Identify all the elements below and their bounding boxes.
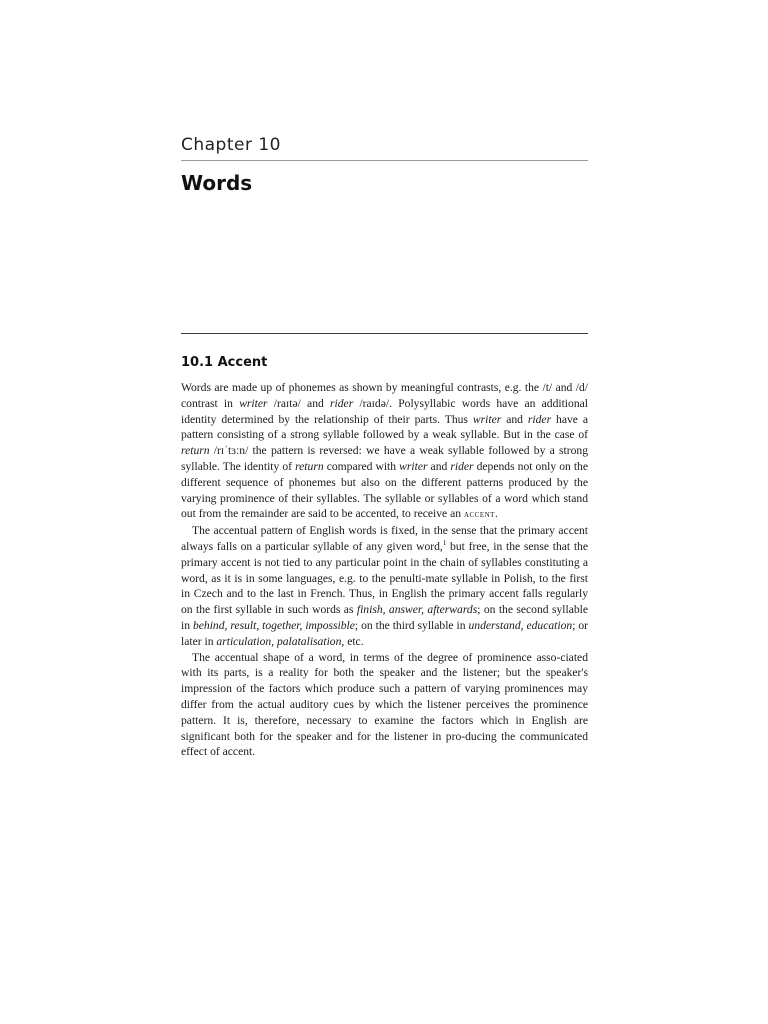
paragraph-3: The accentual shape of a word, in terms of the degree of prominence asso-ciated with its parts, is a reality for both the speaker and the listener; but the speaker's impression of the factors which produce such a pattern of varying prominences may differ from the actual auditory cues by which the listener perceives the prominence pattern. It is, therefore, necessary to examine the factors which in English are significant both for the speaker and for the listener in pro-ducing the communicated effect of accent. (181, 650, 588, 759)
text-run: . (494, 507, 498, 521)
text-run: ; or later in (181, 618, 588, 648)
example-word: return (295, 459, 324, 473)
example-word: writer (239, 396, 268, 410)
section-heading: 10.1 Accent (181, 355, 268, 370)
key-term: accent (463, 509, 495, 521)
text-run: The accentual pattern of English words is fixed, in the sense that the primary accent always falls on a particular syllable of any given word, (181, 524, 588, 553)
example-word: writer (399, 459, 428, 473)
example-word: writer (472, 412, 502, 426)
text-run: ; on the second syllable in (181, 603, 589, 632)
text-run: /rɪˈtɜːn/ the pattern is reversed: we have a weak syllable followed by a strong syllable. The identity of (181, 444, 588, 473)
example-word: rider (527, 412, 552, 426)
paragraph-2 (181, 523, 588, 649)
example-word: rider (450, 459, 474, 473)
text-run: and (501, 412, 528, 426)
body-text (181, 380, 588, 760)
text-run: compared with (323, 459, 400, 473)
chapter-title: Words (181, 171, 253, 195)
text-run: ; on the third syllable in (354, 618, 469, 632)
footnote-marker[interactable]: 1 (442, 539, 447, 548)
text-run: depends not only on the different sequence of phonemes but also on the different patterns produced by the varying prominence of their syllables. The syllable or syllables of a word which stand out from the remainder are said to be accented, to receive an (181, 459, 589, 521)
section-rule (181, 333, 588, 334)
text-run: have a pattern consisting of a strong syllable followed by a weak syllable. But in the case of (181, 412, 588, 442)
text-run: Words are made up of phonemes as shown by meaningful contrasts, e.g. the /t/ and /d/ contrast in (181, 381, 588, 410)
text-run: but free, in the sense that the primary accent is not tied to any particular point in the chain of syllables constituting a word, as it is in some languages, e.g. to the penulti-mate syllable in Polish, to the first in Czech and to the last in French. Thus, in English the primary accent falls regularly on the first syllable in such words as (181, 539, 589, 617)
chapter-rule (181, 160, 588, 161)
example-word: return (181, 444, 210, 458)
example-word: rider (330, 396, 354, 410)
example-word: understand, education (468, 618, 573, 632)
text-run: /raɪdə/. Polysyllabic words have an additional identity determined by the relationship of their parts. Thus (181, 396, 588, 426)
example-word: behind, result, together, impossible (192, 618, 355, 632)
text-run: /raɪtə/ and (267, 396, 331, 410)
paragraph-1 (181, 380, 588, 523)
chapter-label: Chapter 10 (181, 135, 282, 155)
example-word: articulation, palatalisation (216, 634, 342, 648)
text-run: and (427, 459, 451, 473)
example-word: finish, answer, afterwards (356, 603, 478, 617)
text-run: , etc. (341, 634, 364, 648)
